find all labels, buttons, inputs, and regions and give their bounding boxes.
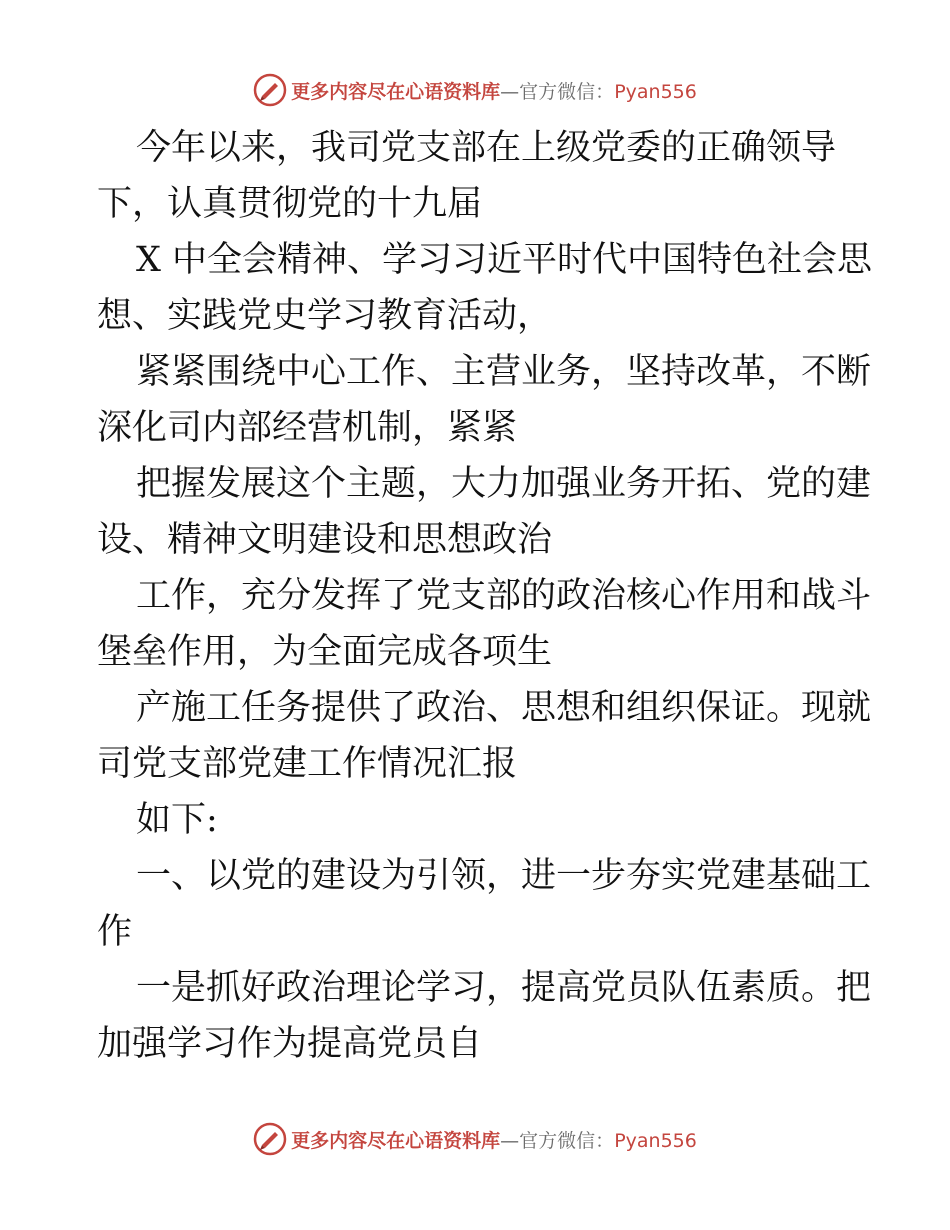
body-line: 如下: xyxy=(136,800,218,840)
header-wechat-id: Pyan556 xyxy=(614,80,697,103)
brand-logo-icon xyxy=(253,1122,287,1156)
body-line: 产施工任务提供了政治、思想和组织保证。现就 xyxy=(136,688,872,728)
footer-banner-text xyxy=(291,1126,697,1153)
brand-logo-icon xyxy=(253,73,287,107)
section-heading: 一、以党的建设为引领，进一步夯实党建基础工 xyxy=(136,856,872,896)
footer-separator: — xyxy=(500,1129,520,1152)
body-line: 今年以来，我司党支部在上级党委的正确领导 xyxy=(136,128,837,168)
header-separator: — xyxy=(500,80,520,103)
body-line: 紧紧围绕中心工作、主营业务，坚持改革，不断 xyxy=(136,352,872,392)
header-banner-text xyxy=(291,77,697,104)
header-banner xyxy=(0,70,950,110)
document-body xyxy=(97,120,873,1072)
body-line: 下，认真贯彻党的十九届 xyxy=(97,184,483,224)
body-line: X 中全会精神、学习习近平时代中国特色社会思 xyxy=(136,240,873,280)
header-brand-text: 更多内容尽在心语资料库 xyxy=(291,80,501,103)
body-line: 想、实践党史学习教育活动， xyxy=(97,296,553,336)
footer-banner xyxy=(0,1119,950,1159)
body-line: 堡垒作用，为全面完成各项生 xyxy=(97,632,553,672)
body-line: 工作，充分发挥了党支部的政治核心作用和战斗 xyxy=(136,576,872,616)
footer-wechat-id: Pyan556 xyxy=(614,1129,697,1152)
body-line: 加强学习作为提高党员自 xyxy=(97,1024,483,1064)
body-line: 一是抓好政治理论学习，提高党员队伍素质。把 xyxy=(136,968,872,1008)
body-line: 作 xyxy=(97,912,133,952)
body-line: 设、精神文明建设和思想政治 xyxy=(97,520,553,560)
body-line: 司党支部党建工作情况汇报 xyxy=(97,744,518,784)
body-line: 深化司内部经营机制，紧紧 xyxy=(97,408,518,448)
footer-wechat-label: 官方微信： xyxy=(519,1129,615,1152)
body-line: 把握发展这个主题，大力加强业务开拓、党的建 xyxy=(136,464,872,504)
footer-brand-text: 更多内容尽在心语资料库 xyxy=(291,1129,501,1152)
header-wechat-label: 官方微信： xyxy=(519,80,615,103)
